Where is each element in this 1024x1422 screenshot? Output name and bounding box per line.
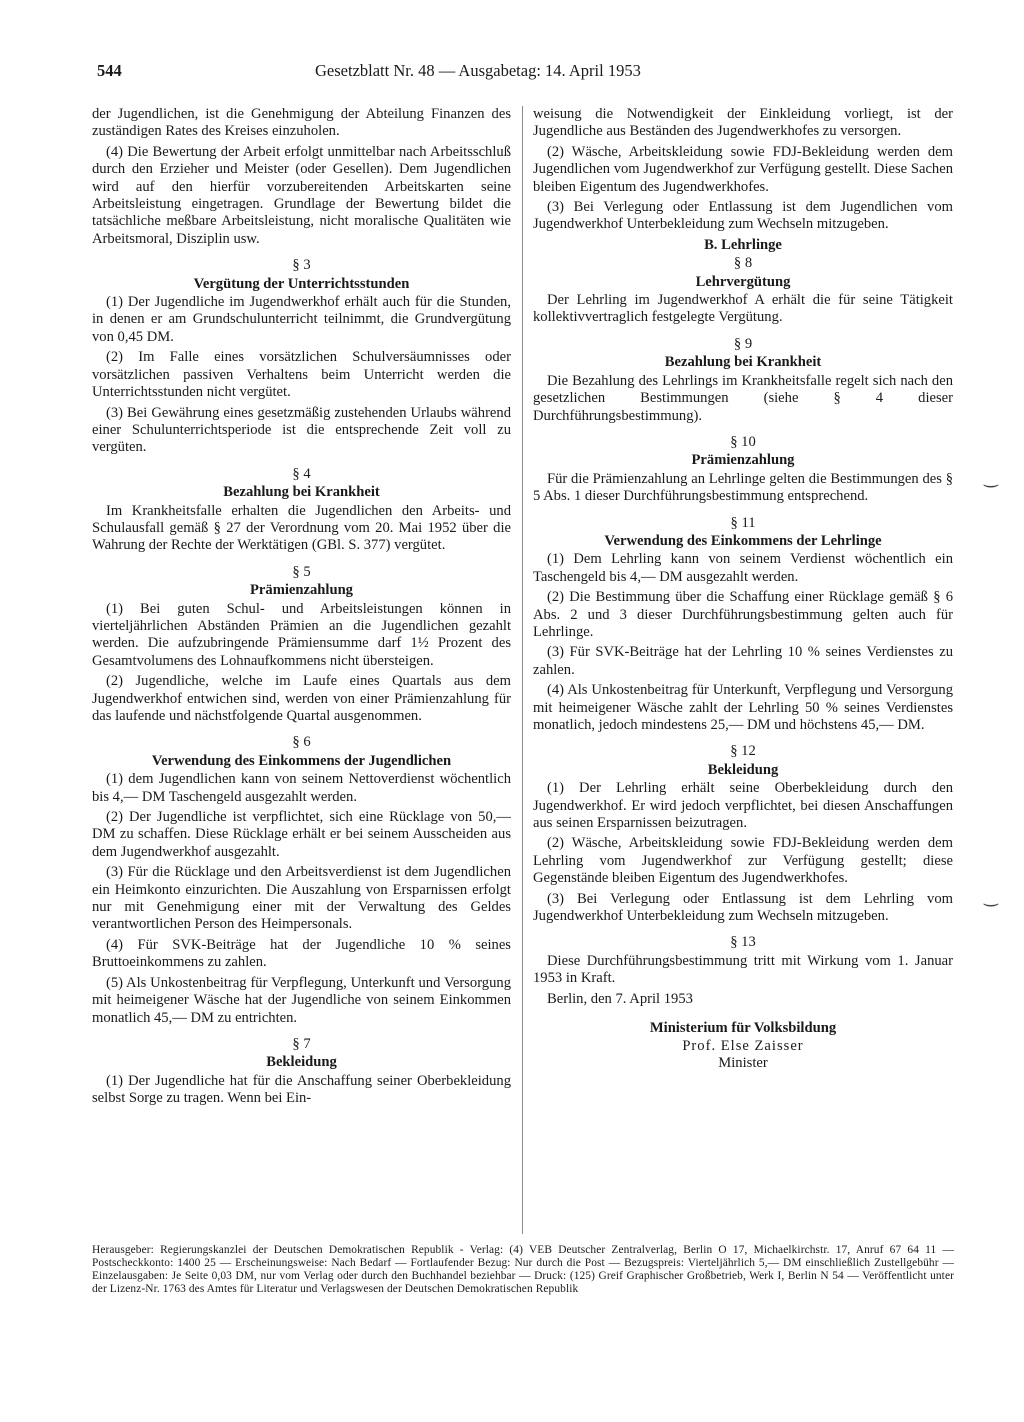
paragraph: (1) Der Lehrling erhält seine Oberbekleidung durch den Jugendwerkhof. Er wird jedoch verpflichtet, bei diesen Anschaffungen aus seinen Ersparnissen beizutragen. — [533, 780, 953, 832]
section-number: § 5 — [292, 563, 311, 580]
margin-mark: ⌣ — [982, 893, 1000, 913]
section-number: § 13 — [730, 934, 756, 951]
section-title: Bezahlung bei Krankheit — [664, 354, 822, 371]
section-number: § 3 — [292, 257, 311, 274]
page-number: 544 — [97, 61, 122, 80]
section-number: § 7 — [292, 1035, 311, 1052]
section-title: Lehrvergütung — [695, 273, 791, 290]
paragraph: Im Krankheitsfalle erhalten die Jugendlichen den Arbeits- und Schulausfall gemäß § 27 der Verordnung vom 20. Mai 1952 über die Wahrung der Rechte der Werktätigen (GBl. S. 377) vergütet. — [92, 502, 511, 554]
margin-mark: ⌣ — [982, 474, 1000, 494]
signer-name: Prof. Else Zaisser — [682, 1037, 804, 1054]
paragraph: (3) Bei Gewährung eines gesetzmäßig zustehenden Urlaubs während einer Schulunterrichtsperiode ist die entsprechende Zeit voll zu vergüten. — [92, 404, 511, 456]
section-number: § 8 — [733, 255, 753, 272]
column-divider — [522, 106, 523, 1234]
section-number: § 12 — [730, 743, 756, 760]
section-title: Prämienzahlung — [250, 582, 353, 599]
section-number: § 6 — [292, 734, 311, 751]
paragraph: Der Lehrling im Jugendwerkhof A erhält die für seine Tätigkeit kollektivvertraglich festgelegte Vergütung. — [533, 292, 953, 326]
section-title: Verwendung des Einkommens der Jugendlichen — [151, 752, 452, 769]
paragraph: (3) Für SVK-Beiträge hat der Lehrling 10 % seines Verdienstes zu zahlen. — [533, 644, 953, 678]
section-title: Prämienzahlung — [691, 452, 795, 469]
paragraph: der Jugendlichen, ist die Genehmigung der Abteilung Finanzen des zuständigen Rates des Kreises einzuholen. — [92, 106, 511, 140]
signer-role: Minister — [718, 1054, 768, 1071]
paragraph: (1) dem Jugendlichen kann von seinem Nettoverdienst wöchentlich bis 4,— DM Taschengeld ausgezahlt werden. — [92, 771, 511, 805]
section-title: Bekleidung — [266, 1054, 337, 1071]
section-title: Bezahlung bei Krankheit — [223, 484, 380, 501]
paragraph: (2) Der Jugendliche ist verpflichtet, sich eine Rücklage von 50,— DM zu schaffen. Diese Rücklage erhält er bei seinem Ausscheiden aus dem Jugendwerkhof ausgezahlt. — [92, 809, 511, 860]
paragraph: weisung die Notwendigkeit der Einkleidung vorliegt, ist der Jugendliche aus Beständen des Jugendwerkhofes zu versorgen. — [533, 106, 953, 140]
paragraph: (2) Jugendliche, welche im Laufe eines Quartals aus dem Jugendwerkhof entwichen sind, werden von einer Prämienzahlung für das laufende und nächstfolgende Quartal ausgenommen. — [92, 673, 511, 724]
section-number: § 4 — [292, 465, 311, 482]
paragraph: (4) Für SVK-Beiträge hat der Jugendliche 10 % seines Bruttoeinkommens zu zahlen. — [92, 936, 511, 971]
paragraph: (5) Als Unkostenbeitrag für Verpflegung, Unterkunft und Versorgung mit heimeigener Wäsche hat der Jugendliche von seinem Einkommen monatlich 45,— DM zu entrichten. — [92, 974, 511, 1026]
paragraph: (1) Der Jugendliche hat für die Anschaffung seiner Oberbekleidung selbst Sorge zu tragen. Wenn bei Ein- — [92, 1072, 511, 1107]
section-number: § 9 — [733, 335, 753, 352]
paragraph: Für die Prämienzahlung an Lehrlinge gelten die Bestimmungen des § 5 Abs. 1 dieser Durchführungsbestimmung entsprechend. — [533, 470, 953, 505]
left-column — [92, 106, 511, 1108]
section-title: Vergütung der Unterrichtsstunden — [193, 275, 410, 292]
paragraph: (2) Im Falle eines vorsätzlichen Schulversäumnisses oder vorsätzlichen passiven Verhaltens beim Unterricht werden die Unterrichtsstunden nicht vergütet. — [92, 349, 511, 401]
part-heading: B. Lehrlinge — [704, 236, 782, 253]
section-number: § 11 — [730, 514, 756, 531]
section-title: Bekleidung — [707, 761, 779, 778]
paragraph: (1) Bei guten Schul- und Arbeitsleistungen können in vierteljährlichen Abständen Prämien an die Jugendlichen gezahlt werden. Die aufzubringende Prämiensumme darf 1½ Prozent des Gesamtvolumens des Lohnaufkommens nicht übersteigen. — [92, 600, 511, 669]
paragraph: (1) Dem Lehrling kann von seinem Verdienst wöchentlich ein Taschengeld bis 4,— DM ausgezahlt werden. — [533, 551, 953, 585]
paragraph: (2) Die Bestimmung über die Schaffung einer Rücklage gemäß § 6 Abs. 2 und 3 dieser Durchführungsbestimmung gelten auch für Lehrlinge. — [533, 589, 953, 640]
page-header — [97, 61, 952, 85]
paragraph: Die Bezahlung des Lehrlings im Krankheitsfalle regelt sich nach den gesetzlichen Bestimmungen (siehe § 4 dieser Durchführungsbestimmung). — [533, 372, 953, 424]
paragraph: (2) Wäsche, Arbeitskleidung sowie FDJ-Bekleidung werden dem Lehrling vom Jugendwerkhof zur Verfügung gestellt; diese Gegenstände bleiben Eigentum des Jugendwerkhofes. — [533, 835, 953, 887]
ministry-name: Ministerium für Volksbildung — [649, 1020, 837, 1037]
paragraph: (3) Bei Verlegung oder Entlassung ist dem Jugendlichen vom Jugendwerkhof Unterbekleidung zum Wechseln mitzugeben. — [533, 199, 953, 233]
paragraph: (4) Als Unkostenbeitrag für Unterkunft, Verpflegung und Versorgung mit heimeigener Wäsche zahlt der Lehrling 50 % seines Verdienstes monatlich, jedoch mindestens 25,— DM und höchstens 45,— DM. — [533, 682, 953, 733]
right-column — [533, 106, 953, 1072]
date-line: Berlin, den 7. April 1953 — [547, 990, 693, 1007]
section-number: § 10 — [730, 433, 756, 450]
paragraph: (1) Der Jugendliche im Jugendwerkhof erhält auch für die Stunden, in denen er am Grundschulunterricht teilnimmt, die Grundvergütung von 0,45 DM. — [92, 294, 511, 345]
paragraph: (3) Bei Verlegung oder Entlassung ist dem Lehrling vom Jugendwerkhof Unterbekleidung zum Wechseln mitzugeben. — [533, 890, 953, 925]
paragraph: Diese Durchführungsbestimmung tritt mit Wirkung vom 1. Januar 1953 in Kraft. — [533, 952, 953, 987]
paragraph: (2) Wäsche, Arbeitskleidung sowie FDJ-Bekleidung werden dem Jugendlichen vom Jugendwerkhof zur Verfügung gestellt. Diese Sachen bleiben Eigentum des Jugendwerkhofes. — [533, 143, 953, 195]
section-title: Verwendung des Einkommens der Lehrlinge — [604, 532, 882, 549]
publisher-imprint: Herausgeber: Regierungskanzlei der Deutschen Demokratischen Republik - Verlag: (4) VEB Deutscher Zentralverlag, Berlin O 17, Michaelkirchstr. 17, Anruf 67 64 11 — Postscheckkonto: 1400 25 — Erscheinungsweise: Nach Bedarf — Fortlaufender Bezug: Nur durch die Post — Bezugspreis: Vierteljährlich 5,— DM einschließlich Zustellgebühr — Einzelausgaben: Je Seite 0,03 DM, nur vom Verlag oder durch den Buchhandel beziehbar — Druck: (125) Greif Graphischer Großbetrieb, Werk I, Berlin N 54 — Veröffentlicht unter der Lizenz-Nr. 1763 des Amtes für Literatur und Verlagswesen der Deutschen Demokratischen Republik — [92, 1244, 954, 1295]
gazette-title: Gesetzblatt Nr. 48 — Ausgabetag: 14. April 1953 — [315, 61, 641, 80]
paragraph: (3) Für die Rücklage und den Arbeitsverdienst ist dem Jugendlichen ein Heimkonto einzurichten. Die Auszahlung von Ersparnissen erfolgt nur mit Genehmigung einer mit der Verwaltung des Geldes verantwortlichen Person des Heimpersonals. — [92, 864, 511, 933]
paragraph: (4) Die Bewertung der Arbeit erfolgt unmittelbar nach Arbeitsschluß durch den Erzieher und Meister (oder Gesellen). Dem Jugendlichen wird auf den hierfür vorzubereitenden Arbeitskarten seine Arbeitsleistung eingetragen. Grundlage der Bewertung bildet die tatsächliche meßbare Arbeitsleistung, nicht moralische Qualitäten wie Arbeitsmoral, Disziplin usw. — [92, 143, 511, 247]
